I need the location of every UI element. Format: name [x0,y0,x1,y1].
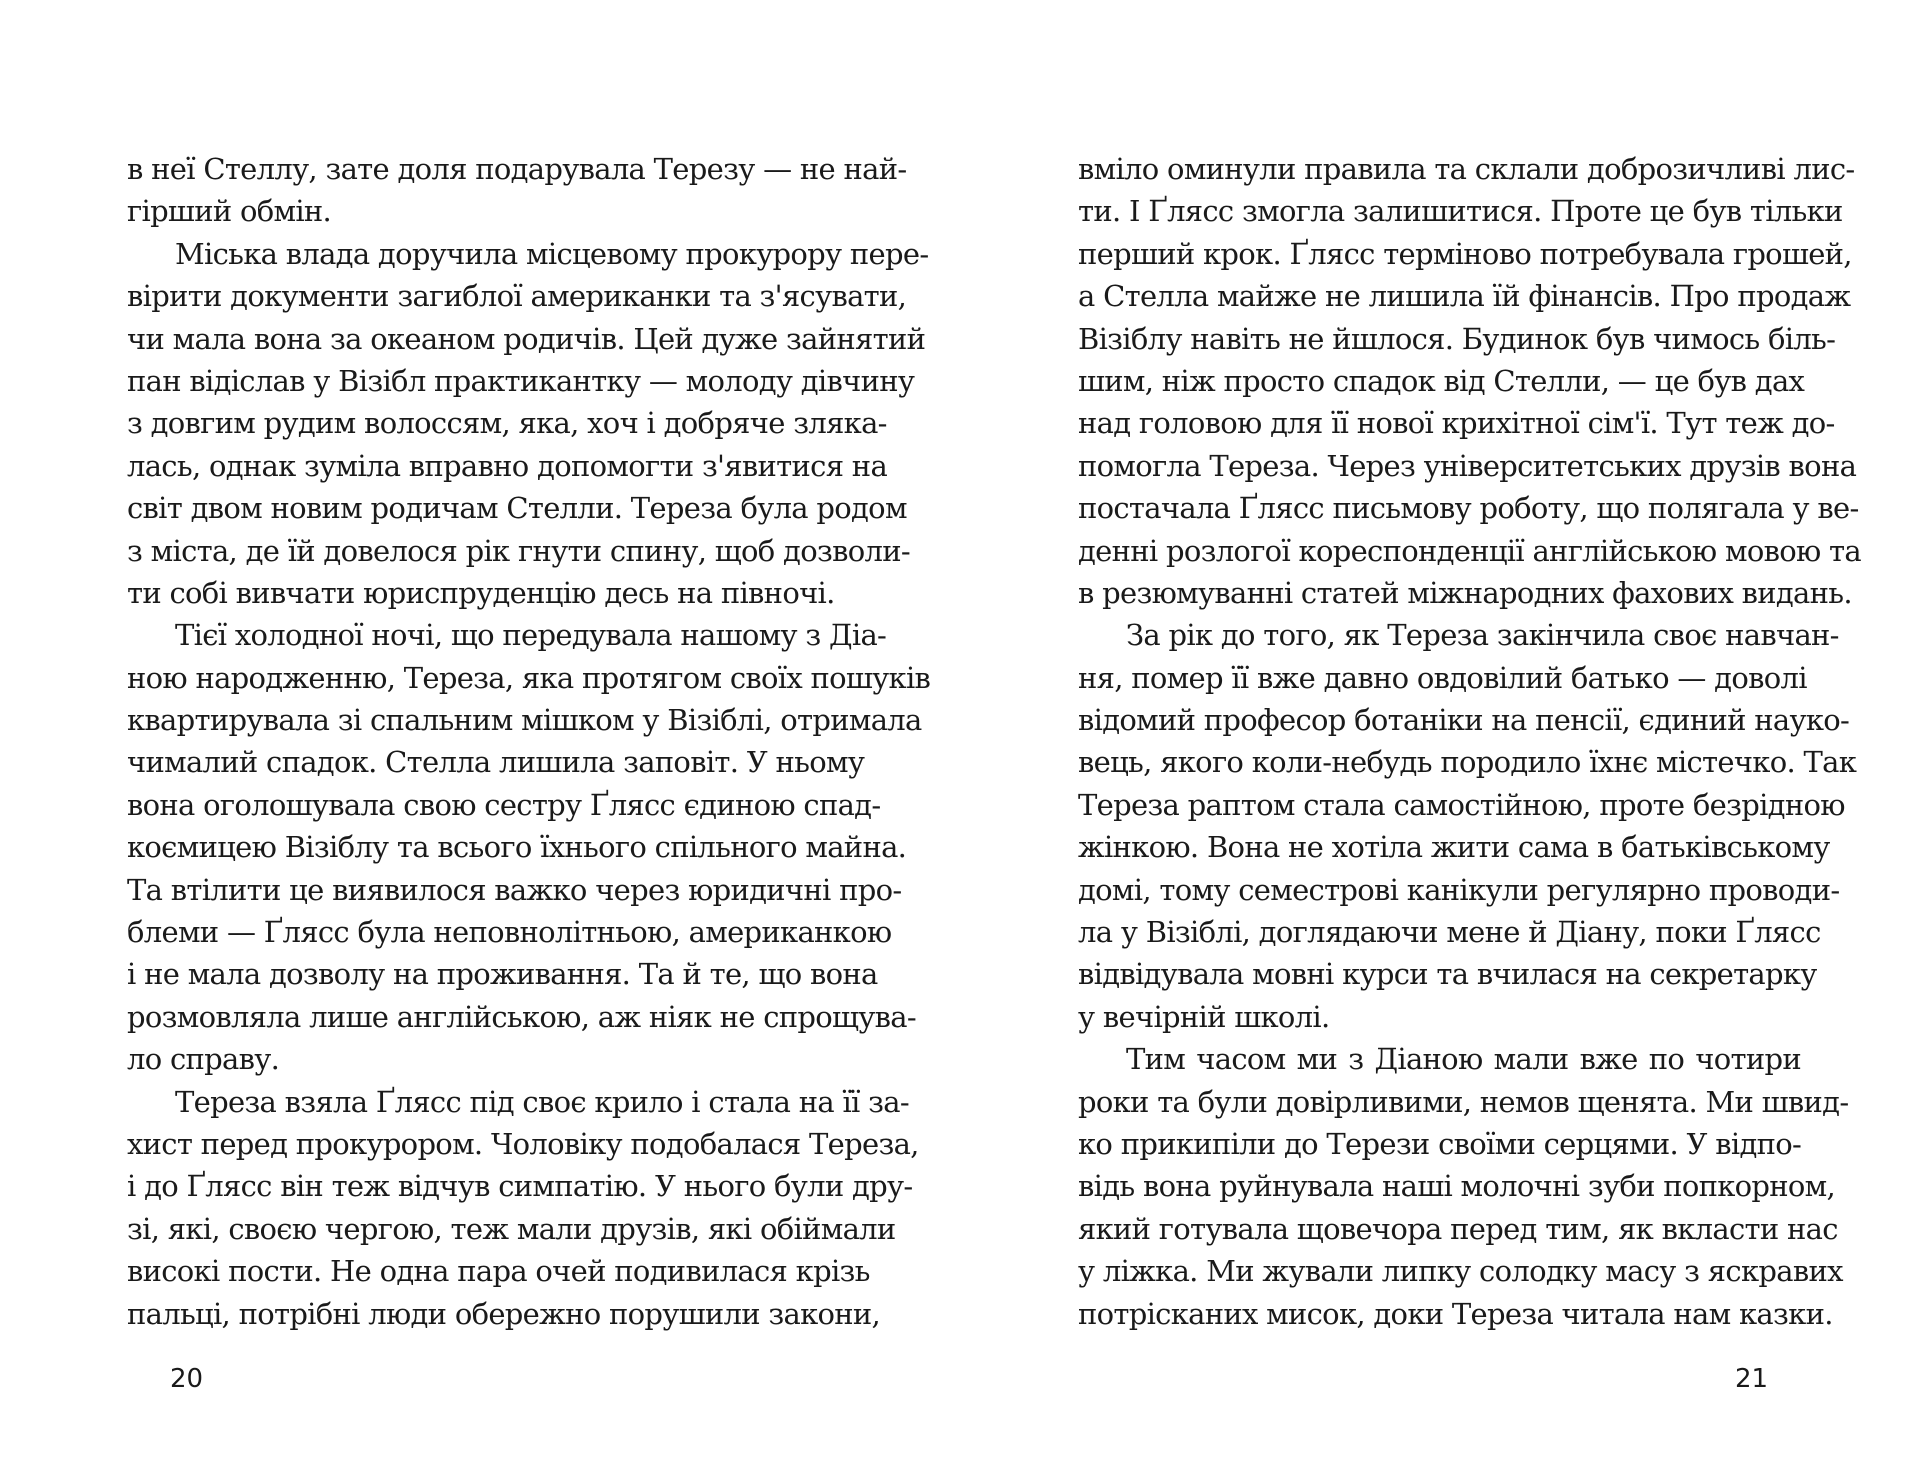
text-line: вірити документи загиблої американки та з'ясувати, [127,279,907,314]
text-line: хист перед прокурором. Чоловіку подобалася Тереза, [127,1126,919,1161]
right-page-text [1078,148,1861,1335]
text-line: Візіблу навіть не йшлося. Будинок був чимось біль- [1078,321,1836,356]
text-line: роки та були довірливими, немов щенята. Ми швид- [1078,1084,1849,1119]
text-line: Міська влада доручила місцевому прокурору пере- [175,236,929,271]
text-line: ною народженню, Тереза, яка протягом своїх пошуків [127,660,931,695]
text-line: ти. І Ґлясс змогла залишитися. Проте це був тільки [1078,194,1843,229]
text-line: перший крок. Ґлясс терміново потребувала грошей, [1078,236,1852,271]
text-line: відвідувала мовні курси та вчилася на секретарку [1078,957,1817,992]
text-line: вона оголошувала свою сестру Ґлясс єдиною спад- [127,787,881,822]
text-line: в резюмуванні статей міжнародних фахових видань. [1078,575,1852,610]
text-line: чи мала вона за океаном родичів. Цей дуже зайнятий [127,321,926,356]
text-line: зі, які, своєю чергою, теж мали друзів, які обіймали [127,1211,896,1246]
text-line: ло справу. [127,1042,280,1077]
page-number: 21 [1735,1364,1769,1394]
text-line: денні розлогої кореспонденції англійською мовою та [1078,533,1861,568]
text-line: розмовляла лише англійською, аж ніяк не спрощува- [127,999,916,1034]
text-line: блеми — Ґлясс була неповнолітньою, американкою [127,915,892,950]
text-line: відь вона руйнувала наші молочні зуби попкорном, [1078,1169,1836,1204]
left-page-text [127,148,931,1335]
text-line: ня, помер її вже давно овдовілий батько — доволі [1078,660,1807,695]
text-line: у вечірній школі. [1078,999,1330,1034]
text-line: коємицею Візіблу та всього їхнього спільного майна. [127,830,907,865]
text-line: над головою для її нової крихітної сім'ї. Тут теж до- [1078,406,1835,441]
text-line: в неї Стеллу, зате доля подарувала Терезу — не най- [127,152,907,186]
text-line: домі, тому семестрові канікули регулярно проводи- [1078,872,1840,907]
text-line: відомий професор ботаніки на пенсії, єдиний науко- [1078,703,1850,738]
right-page [960,0,1920,1477]
text-line: і не мала дозволу на проживання. Та й те, що вона [127,957,878,992]
text-line: шим, ніж просто спадок від Стелли, — це був дах [1078,363,1805,398]
text-line: пан відіслав у Візібл практикантку — молоду дівчину [127,363,915,398]
text-line: світ двом новим родичам Стелли. Тереза була родом [127,491,907,526]
text-line: помогла Тереза. Через університетських друзів вона [1078,448,1857,483]
text-line: чималий спадок. Стелла лишила заповіт. У ньому [127,745,865,780]
text-line: ко прикипіли до Терези своїми серцями. У відпо- [1078,1126,1802,1161]
text-line: високі пости. Не одна пара очей подивилася крізь [127,1254,870,1289]
text-line: Та втілити це виявилося важко через юридичні про- [127,872,902,907]
text-line: ла у Візіблі, доглядаючи мене й Діану, поки Ґлясс [1078,915,1821,950]
text-line: з міста, де їй довелося рік гнути спину, щоб дозволи- [127,533,910,568]
text-line: постачала Ґлясс письмову роботу, що полягала у ве- [1078,491,1859,526]
text-line: Тієї холодної ночі, що передувала нашому з Діа- [175,618,887,653]
text-line: квартирувала зі спальним мішком у Візіблі, отримала [127,703,922,738]
text-line: вміло оминули правила та склали доброзичливі лис- [1078,152,1855,186]
text-line: Тереза раптом стала самостійною, проте безрідною [1078,787,1845,822]
text-line: Тим часом ми з Діаною мали вже по чотири [1126,1042,1801,1077]
text-line: Тереза взяла Ґлясс під своє крило і стала на її за- [175,1084,909,1119]
text-line: потрісканих мисок, доки Тереза читала нам казки. [1078,1296,1833,1331]
page-number: 20 [170,1364,204,1394]
text-line: пальці, потрібні люди обережно порушили закони, [127,1296,881,1331]
text-line: ти собі вивчати юриспруденцію десь на півночі. [127,575,835,610]
text-line: За рік до того, як Тереза закінчила своє навчан- [1126,618,1839,653]
text-line: гірший обмін. [127,194,332,229]
text-line: і до Ґлясс він теж відчув симпатію. У нього були дру- [127,1169,913,1204]
text-line: а Стелла майже не лишила їй фінансів. Про продаж [1078,279,1851,314]
text-line: вець, якого коли-небудь породило їхнє містечко. Так [1078,745,1857,780]
text-line: лась, однак зуміла вправно допомогти з'явитися на [127,448,888,483]
text-line: жінкою. Вона не хотіла жити сама в батьківському [1078,830,1830,865]
text-line: у ліжка. Ми жували липку солодку масу з яскравих [1078,1254,1843,1289]
text-line: з довгим рудим волоссям, яка, хоч і добряче зляка- [127,406,887,441]
text-line: який готувала щовечора перед тим, як вкласти нас [1078,1211,1838,1246]
